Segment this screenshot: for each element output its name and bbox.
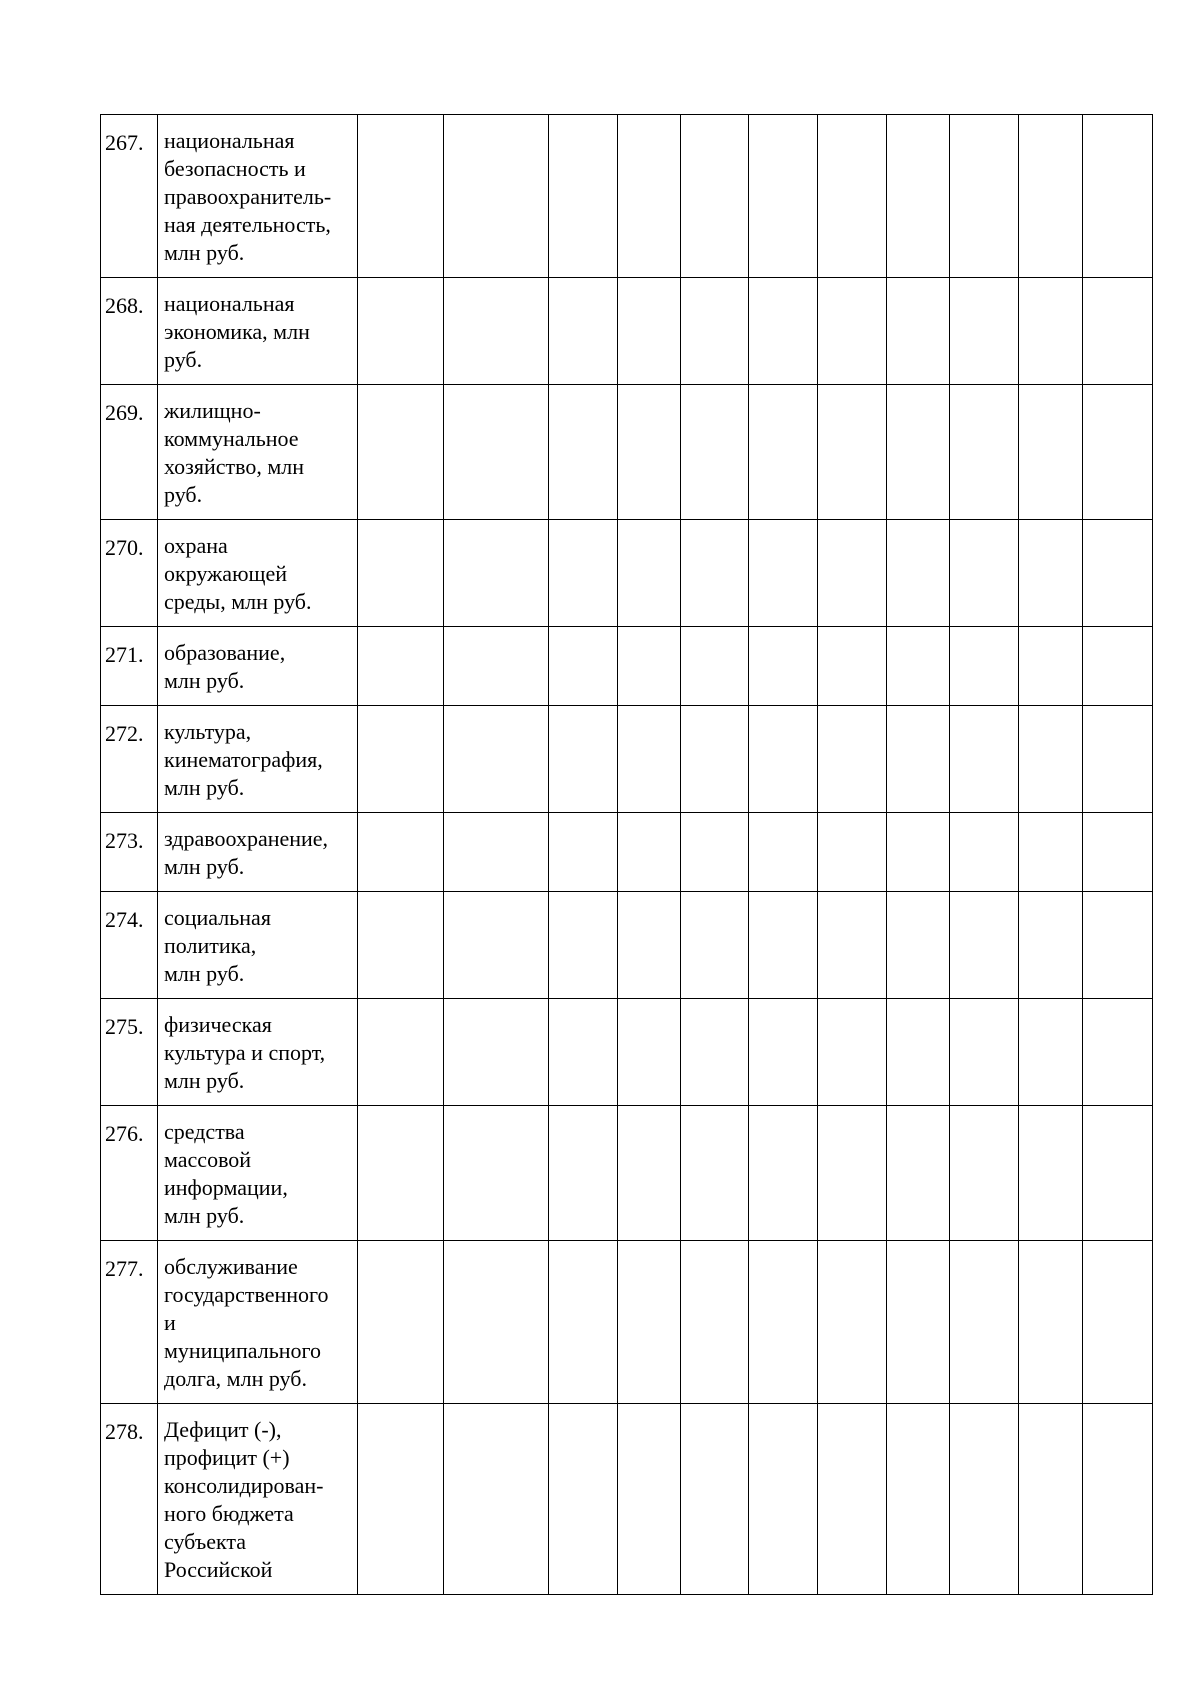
table-row (101, 627, 1153, 706)
value-cell (749, 627, 818, 706)
value-cell (1083, 706, 1153, 813)
description-line: массовой (164, 1147, 252, 1172)
value-cell (887, 706, 950, 813)
table-row (101, 520, 1153, 627)
value-cell (358, 278, 444, 385)
value-cell (1019, 520, 1083, 627)
value-cell (549, 1106, 618, 1241)
value-cell (749, 385, 818, 520)
budget-form-table (100, 114, 1153, 1595)
value-cell (681, 706, 749, 813)
value-cell (444, 520, 549, 627)
value-cell (549, 813, 618, 892)
value-cell (444, 1106, 549, 1241)
description-line: обслуживание (164, 1254, 298, 1279)
value-cell (549, 385, 618, 520)
value-cell (681, 278, 749, 385)
value-cell (1019, 278, 1083, 385)
value-cell (681, 892, 749, 999)
row-number: 277. (101, 1241, 158, 1404)
value-cell (749, 999, 818, 1106)
value-cell (444, 892, 549, 999)
value-cell (618, 706, 681, 813)
row-description (158, 627, 358, 706)
value-cell (1019, 1106, 1083, 1241)
row-number: 269. (101, 385, 158, 520)
description-line: окружающей (164, 561, 287, 586)
value-cell (618, 115, 681, 278)
value-cell (950, 1106, 1019, 1241)
description-line: социальная (164, 905, 271, 930)
value-cell (358, 1404, 444, 1595)
value-cell (749, 115, 818, 278)
description-line: Российской (164, 1557, 273, 1582)
value-cell (1083, 385, 1153, 520)
value-cell (950, 278, 1019, 385)
description-line: коммунальное (164, 426, 299, 451)
description-line: млн руб. (164, 775, 245, 800)
row-description (158, 892, 358, 999)
value-cell (681, 1106, 749, 1241)
table-row (101, 1404, 1153, 1595)
value-cell (950, 892, 1019, 999)
value-cell (749, 1241, 818, 1404)
value-cell (887, 520, 950, 627)
description-line: Дефицит (-), (164, 1417, 282, 1442)
description-line: национальная (164, 128, 295, 153)
description-line: млн руб. (164, 240, 245, 265)
value-cell (818, 627, 887, 706)
value-cell (887, 892, 950, 999)
value-cell (1083, 813, 1153, 892)
table-row (101, 115, 1153, 278)
value-cell (1019, 115, 1083, 278)
value-cell (618, 385, 681, 520)
value-cell (1019, 627, 1083, 706)
value-cell (549, 115, 618, 278)
value-cell (749, 278, 818, 385)
description-line: правоохранитель- (164, 184, 332, 209)
description-line: млн руб. (164, 1203, 245, 1228)
value-cell (618, 627, 681, 706)
value-cell (950, 520, 1019, 627)
description-line: руб. (164, 482, 203, 507)
value-cell (681, 999, 749, 1106)
value-cell (749, 706, 818, 813)
value-cell (887, 627, 950, 706)
description-line: млн руб. (164, 961, 245, 986)
description-line: ная деятельность, (164, 212, 331, 237)
value-cell (950, 999, 1019, 1106)
value-cell (549, 999, 618, 1106)
row-number: 270. (101, 520, 158, 627)
value-cell (618, 892, 681, 999)
description-line: экономика, млн (164, 319, 310, 344)
description-line: национальная (164, 291, 295, 316)
description-line: кинематография, (164, 747, 323, 772)
value-cell (950, 1241, 1019, 1404)
value-cell (818, 1241, 887, 1404)
value-cell (1083, 999, 1153, 1106)
value-cell (444, 1241, 549, 1404)
row-number: 275. (101, 999, 158, 1106)
value-cell (749, 520, 818, 627)
description-line: руб. (164, 347, 203, 372)
table-row (101, 1241, 1153, 1404)
description-line: здравоохранение, (164, 826, 329, 851)
value-cell (1083, 1241, 1153, 1404)
table-row (101, 999, 1153, 1106)
value-cell (1083, 520, 1153, 627)
value-cell (444, 999, 549, 1106)
row-number: 278. (101, 1404, 158, 1595)
description-line: ного бюджета (164, 1501, 294, 1526)
value-cell (358, 813, 444, 892)
value-cell (549, 706, 618, 813)
row-number: 273. (101, 813, 158, 892)
value-cell (1019, 1241, 1083, 1404)
description-line: культура и спорт, (164, 1040, 326, 1065)
row-number: 268. (101, 278, 158, 385)
value-cell (950, 1404, 1019, 1595)
value-cell (444, 813, 549, 892)
value-cell (618, 1241, 681, 1404)
value-cell (358, 520, 444, 627)
value-cell (950, 813, 1019, 892)
row-description (158, 385, 358, 520)
table-row (101, 892, 1153, 999)
description-line: средства (164, 1119, 245, 1144)
value-cell (749, 813, 818, 892)
value-cell (818, 892, 887, 999)
value-cell (818, 999, 887, 1106)
value-cell (887, 278, 950, 385)
value-cell (818, 115, 887, 278)
value-cell (749, 892, 818, 999)
description-line: государственного (164, 1282, 329, 1307)
value-cell (818, 1106, 887, 1241)
row-number: 267. (101, 115, 158, 278)
description-line: информации, (164, 1175, 288, 1200)
value-cell (1083, 278, 1153, 385)
value-cell (358, 1241, 444, 1404)
value-cell (444, 385, 549, 520)
description-line: охрана (164, 533, 228, 558)
value-cell (681, 627, 749, 706)
value-cell (887, 385, 950, 520)
value-cell (618, 813, 681, 892)
row-description (158, 520, 358, 627)
table-row (101, 385, 1153, 520)
description-line: долга, млн руб. (164, 1366, 307, 1391)
value-cell (1019, 385, 1083, 520)
value-cell (749, 1404, 818, 1595)
description-line: млн руб. (164, 1068, 245, 1093)
row-number: 271. (101, 627, 158, 706)
value-cell (618, 278, 681, 385)
value-cell (549, 278, 618, 385)
value-cell (358, 385, 444, 520)
value-cell (887, 1404, 950, 1595)
table-row (101, 813, 1153, 892)
value-cell (818, 385, 887, 520)
description-line: млн руб. (164, 854, 245, 879)
description-line: и (164, 1310, 176, 1335)
value-cell (1019, 999, 1083, 1106)
value-cell (618, 999, 681, 1106)
value-cell (618, 1106, 681, 1241)
row-description (158, 1106, 358, 1241)
value-cell (1083, 627, 1153, 706)
description-line: политика, (164, 933, 257, 958)
value-cell (887, 1106, 950, 1241)
description-line: образование, (164, 640, 286, 665)
value-cell (887, 115, 950, 278)
value-cell (549, 520, 618, 627)
value-cell (681, 813, 749, 892)
value-cell (358, 1106, 444, 1241)
row-description (158, 999, 358, 1106)
value-cell (1083, 115, 1153, 278)
description-line: муниципального (164, 1338, 322, 1363)
value-cell (681, 1241, 749, 1404)
value-cell (358, 627, 444, 706)
value-cell (818, 813, 887, 892)
value-cell (887, 999, 950, 1106)
table-row (101, 706, 1153, 813)
value-cell (549, 892, 618, 999)
value-cell (618, 520, 681, 627)
value-cell (358, 706, 444, 813)
value-cell (1083, 1404, 1153, 1595)
description-line: безопасность и (164, 156, 306, 181)
row-description (158, 115, 358, 278)
description-line: млн руб. (164, 668, 245, 693)
description-line: среды, млн руб. (164, 589, 312, 614)
value-cell (818, 1404, 887, 1595)
value-cell (681, 520, 749, 627)
row-description (158, 1241, 358, 1404)
value-cell (1019, 706, 1083, 813)
value-cell (549, 1404, 618, 1595)
table-row (101, 1106, 1153, 1241)
value-cell (887, 813, 950, 892)
value-cell (358, 999, 444, 1106)
description-line: консолидирован- (164, 1473, 324, 1498)
description-line: профицит (+) (164, 1445, 290, 1470)
value-cell (1019, 892, 1083, 999)
row-description (158, 813, 358, 892)
value-cell (818, 278, 887, 385)
value-cell (681, 115, 749, 278)
row-description (158, 1404, 358, 1595)
value-cell (1083, 1106, 1153, 1241)
row-description (158, 278, 358, 385)
value-cell (358, 892, 444, 999)
value-cell (681, 385, 749, 520)
value-cell (444, 115, 549, 278)
value-cell (887, 1241, 950, 1404)
value-cell (818, 520, 887, 627)
value-cell (444, 627, 549, 706)
value-cell (444, 706, 549, 813)
row-number: 272. (101, 706, 158, 813)
value-cell (681, 1404, 749, 1595)
value-cell (950, 706, 1019, 813)
value-cell (818, 706, 887, 813)
value-cell (950, 385, 1019, 520)
value-cell (950, 627, 1019, 706)
value-cell (950, 115, 1019, 278)
value-cell (749, 1106, 818, 1241)
value-cell (1083, 892, 1153, 999)
value-cell (1019, 813, 1083, 892)
value-cell (1019, 1404, 1083, 1595)
value-cell (549, 627, 618, 706)
description-line: субъекта (164, 1529, 247, 1554)
value-cell (444, 1404, 549, 1595)
value-cell (618, 1404, 681, 1595)
row-description (158, 706, 358, 813)
table-row (101, 278, 1153, 385)
description-line: физическая (164, 1012, 272, 1037)
value-cell (358, 115, 444, 278)
row-number: 274. (101, 892, 158, 999)
description-line: жилищно- (164, 398, 261, 423)
row-number: 276. (101, 1106, 158, 1241)
description-line: культура, (164, 719, 252, 744)
table-body (101, 115, 1153, 1595)
value-cell (549, 1241, 618, 1404)
value-cell (444, 278, 549, 385)
description-line: хозяйство, млн (164, 454, 305, 479)
